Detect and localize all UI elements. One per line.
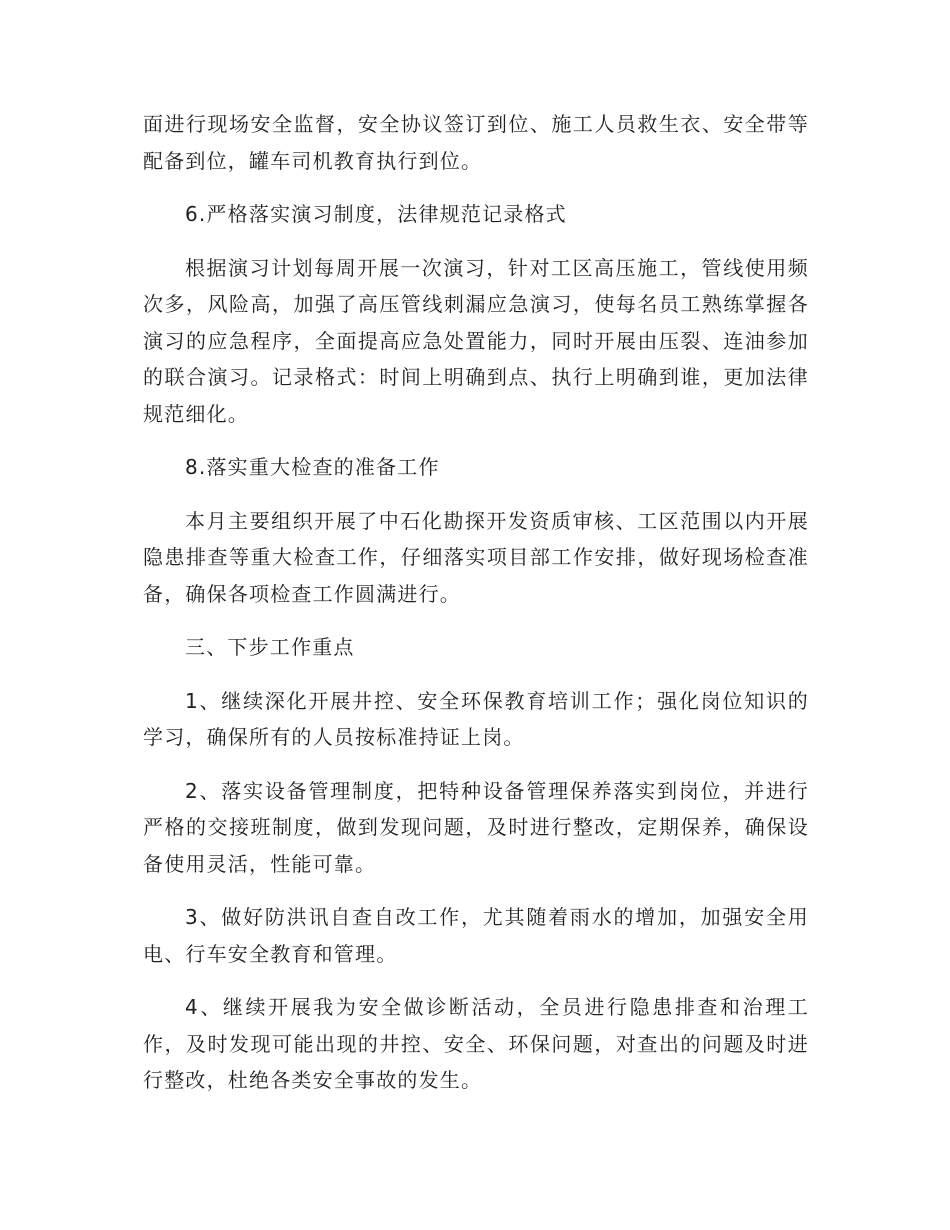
section-heading-drill-system: 6.严格落实演习制度，法律规范记录格式 [185,202,567,226]
paragraph-continuation: 面进行现场安全监督，安全协议签订到位、施工人员救生衣、安全带等配备到位，罐车司机教育执行到位。 [143,112,809,173]
list-item-4: 4、继续开展我为安全做诊断活动，全员进行隐患排查和治理工作，及时发现可能出现的井控、安全、环保问题，对查出的问题及时进行整改，杜绝各类安全事故的发生。 [143,995,809,1092]
paragraph-drill-plan: 根据演习计划每周开展一次演习，针对工区高压施工，管线使用频次多，风险高，加强了高压管线刺漏应急演习，使每名员工熟练掌握各演习的应急程序，全面提高应急处置能力，同时开展由压裂、连油参加的联合演习。记录格式：时间上明确到点、执行上明确到谁，更加法律规范细化。 [143,255,809,426]
section-heading-next-steps: 三、下步工作重点 [185,635,355,659]
list-item-3: 3、做好防洪讯自查自改工作，尤其随着雨水的增加，加强安全用电、行车安全教育和管理。 [143,905,809,966]
list-item-2: 2、落实设备管理制度，把特种设备管理保养落实到岗位，并进行严格的交接班制度，做到发现问题，及时进行整改，定期保养，确保设备使用灵活，性能可靠。 [143,778,809,876]
document-body [143,106,809,1116]
paragraph-inspection-work: 本月主要组织开展了中石化勘探开发资质审核、工区范围以内开展隐患排查等重大检查工作，仔细落实项目部工作安排，做好现场检查准备，确保各项检查工作圆满进行。 [143,508,809,606]
section-heading-inspection-prep: 8.落实重大检查的准备工作 [185,455,440,479]
list-item-1: 1、继续深化开展井控、安全环保教育培训工作；强化岗位知识的学习，确保所有的人员按标准持证上岗。 [143,688,809,749]
